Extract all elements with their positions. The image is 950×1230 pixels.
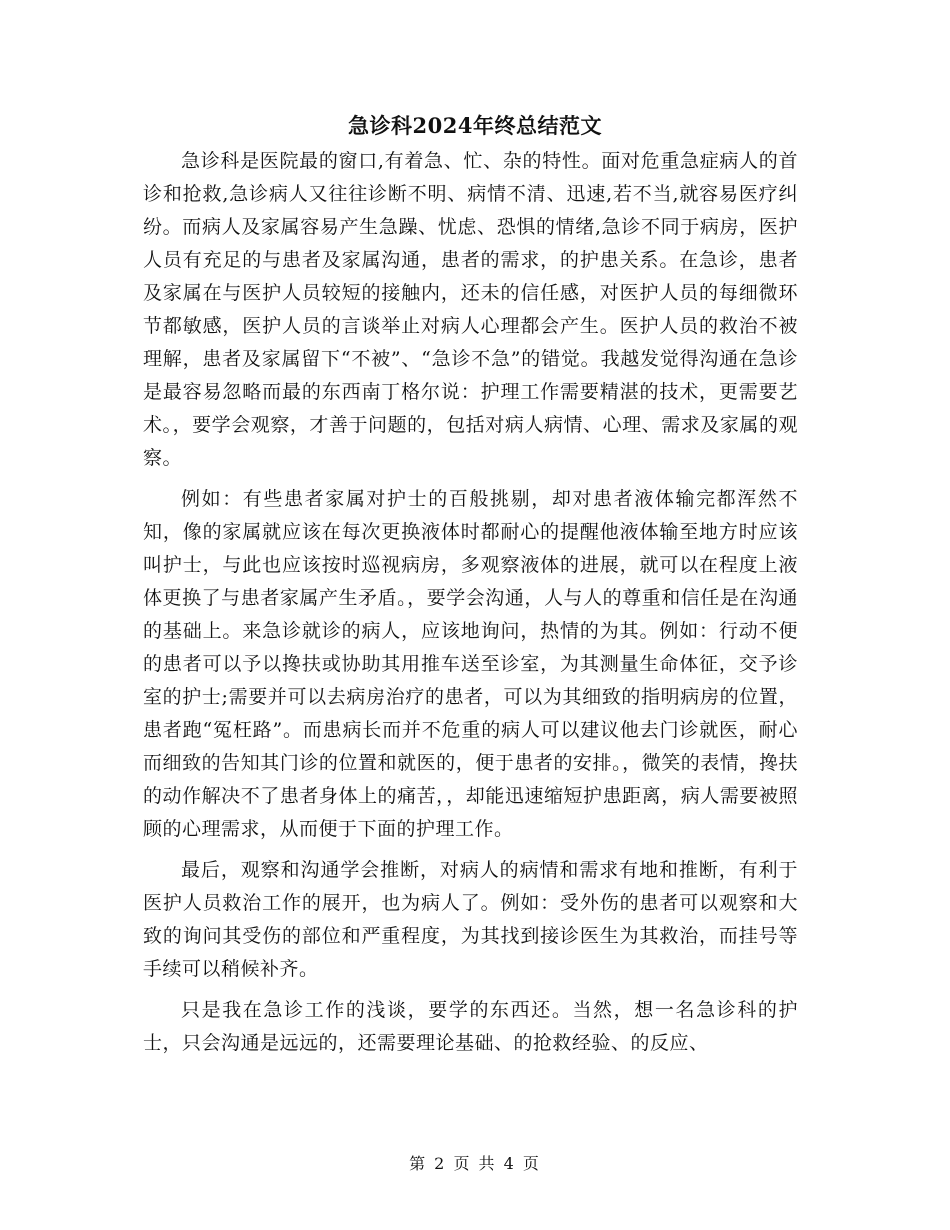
paragraph-1: 急诊科是医院最的窗口,有着急、忙、杂的特性。面对危重急症病人的首诊和抢救,急诊病人又往往诊断不明、病情不清、迅速,若不当,就容易医疗纠纷。而病人及家属容易产生急躁、忧虑、恐惧的情绪,急诊不同于病房，医护人员有充足的与患者及家属沟通，患者的需求，的护患关系。在急诊，患者及家属在与医护人员较短的接触内，还未的信任感，对医护人员的每细微环节都敏感，医护人员的言谈举止对病人心理都会产生。医护人员的救治不被理解，患者及家属留下“不被”、“急诊不急”的错觉。我越发觉得沟通在急诊是最容易忽略而最的东西南丁格尔说：护理工作需要精湛的技术，更需要艺术。，要学会观察，才善于问题的，包括对病人病情、心理、需求及家属的观察。 bbox=[143, 150, 798, 469]
document-body bbox=[143, 145, 798, 1068]
page-footer: 第 2 页 共 4 页 bbox=[409, 1154, 541, 1173]
document-title: 急诊科2024年终总结范文 bbox=[348, 113, 602, 138]
paragraph-3: 最后，观察和沟通学会推断，对病人的病情和需求有地和推断，有利于医护人员救治工作的展开，也为病人了。例如：受外伤的患者可以观察和大致的询问其受伤的部位和严重程度，为其找到接诊医生为其救治，而挂号等手续可以稍候补齐。 bbox=[143, 859, 798, 980]
paragraph-4: 只是我在急诊工作的浅谈，要学的东西还。当然，想一名急诊科的护士，只会沟通是远远的，还需要理论基础、的抢救经验、的反应、 bbox=[143, 999, 798, 1054]
paragraph-2: 例如：有些患者家属对护士的百般挑剔，却对患者液体输完都浑然不知，像的家属就应该在每次更换液体时都耐心的提醒他液体输至地方时应该叫护士，与此也应该按时巡视病房，多观察液体的进展，就可以在程度上液体更换了与患者家属产生矛盾。，要学会沟通，人与人的尊重和信任是在沟通的基础上。来急诊就诊的病人，应该地询问，热情的为其。例如：行动不便的患者可以予以搀扶或协助其用推车送至诊室，为其测量生命体征，交予诊室的护士;需要并可以去病房治疗的患者，可以为其细致的指明病房的位置，患者跑“冤枉路”。而患病长而并不危重的病人可以建议他去门诊就医，耐心而细致的告知其门诊的位置和就医的，便于患者的安排。，微笑的表情，搀扶的动作解决不了患者身体上的痛苦，，却能迅速缩短护患距离，病人需要被照顾的心理需求，从而便于下面的护理工作。 bbox=[143, 488, 798, 840]
